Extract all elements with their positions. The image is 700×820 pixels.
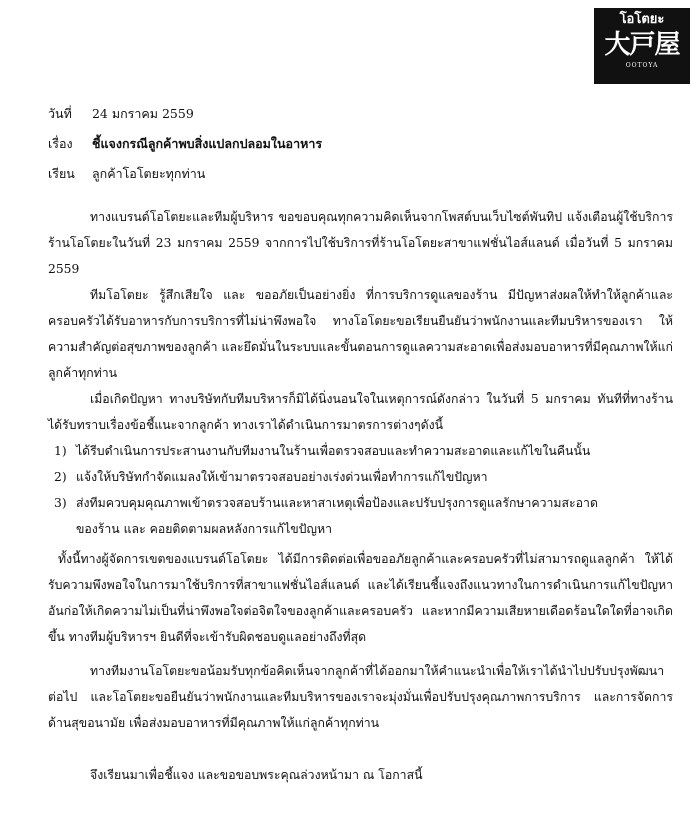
logo-roman: OOTOYA [625, 62, 659, 69]
measure-item [54, 464, 674, 490]
paragraph-closing: จึงเรียนมาเพื่อชี้แจง และขอขอบพระคุณล่วงหน้ามา ณ โอกาสนี้ [90, 768, 423, 782]
logo-kanji: 大戸屋 [604, 30, 680, 60]
date-label: วันที่ [48, 106, 72, 121]
measure-text: ส่งทีมควบคุมคุณภาพเข้าตรวจสอบร้านและหาสาเหตุเพื่อป้องและปรับปรุงการดูแลรักษาความสะอาด [76, 496, 598, 510]
measure-text: ได้รีบดำเนินการประสานงานกับทีมงานในร้านเพื่อตรวจสอบและทำความสะอาดและแก้ไขในคืนนั้น [76, 444, 591, 458]
paragraph-intro: ทางแบรนด์โอโตยะและทีมผู้บริหาร ขอขอบคุณทุกความคิดเห็นจากโพสต์บนเว็บไซต์พันทิป แจ้งเตือนผู้ใช้บริการร้านโอโตยะในวันที่ 23 มกราคม 2559 จากการไปใช้บริการที่ร้านโอโตยะสาขาแฟชั่นไอส์แลนด์ เมื่อวันที่ 5 มกราคม 2559 [48, 210, 673, 276]
date-value: 24 มกราคม 2559 [91, 106, 194, 121]
recipient-row [48, 164, 205, 184]
paragraph-follow-up: ทั้งนี้ทางผู้จัดการเขตของแบรนด์โอโตยะ ได้มีการติดต่อเพื่อขออภัยลูกค้าและครอบครัวที่ไม่สามารถดูแลลูกค้า ให้ได้รับความพึงพอใจในการมาใช้บริการที่สาขาแฟชั่นไอส์แลนด์ และได้เรียนชี้แจงถึงแนวทางในการดำเนินการแก้ไขปัญหาอันก่อให้เกิดความไม่เป็นที่น่าพึงพอใจต่อจิตใจของลูกค้าและครอบครัว และหากมีความเสียหายเดือดร้อนใดใดที่อาจเกิดขึ้น ทางทีมผู้บริหารฯ ยินดีที่จะเข้ารับผิดชอบดูแลอย่างถึงที่สุด [48, 552, 673, 644]
ootoya-logo [594, 8, 690, 84]
subject-row [48, 134, 322, 154]
measure-continuation: ของร้าน และ คอยติดตามผลหลังการแก้ไขปัญหา [76, 522, 332, 536]
measure-number: 2) [54, 470, 67, 484]
subject-value: ชี้แจงกรณีลูกค้าพบสิ่งแปลกปลอมในอาหาร [91, 136, 323, 151]
paragraph-commitment: ทางทีมงานโอโตยะขอน้อมรับทุกข้อคิดเห็นจากลูกค้าที่ได้ออกมาให้คำแนะนำเพื่อให้เราได้นำไปปรับปรุงพัฒนาต่อไป และโอโตยะขอยืนยันว่าพนักงานและทีมบริหารของเราจะมุ่งมั่นเพื่อปรับปรุงคุณภาพการบริการ และการจัดการด้านสุขอนามัย เพื่อส่งมอบอาหารที่มีคุณภาพให้แก่ลูกค้าทุกท่าน [48, 664, 673, 730]
measure-number: 1) [54, 444, 67, 458]
date-row [48, 104, 194, 124]
subject-label: เรื่อง [48, 136, 73, 151]
paragraph-apology: ทีมโอโตยะ รู้สึกเสียใจ และ ขออภัยเป็นอย่างยิ่ง ที่การบริการดูแลของร้าน มีปัญหาส่งผลให้ทำให้ลูกค้าและครอบครัวได้รับอาหารกับการบริการที่ไม่น่าพึงพอใจ ทางโอโตยะขอเรียนยืนยันว่าพนักงานและทีมบริหารของเรา ให้ความสำคัญต่อสุขภาพของลูกค้า และยึดมั่นในระบบและขั้นตอนการดูแลความสะอาดเพื่อส่งมอบอาหารที่มีคุณภาพให้แก่ลูกค้าทุกท่าน [48, 288, 673, 380]
measure-item [54, 438, 674, 464]
measure-text: แจ้งให้บริษัทกำจัดแมลงให้เข้ามาตรวจสอบอย่างเร่งด่วนเพื่อทำการแก้ไขปัญหา [76, 470, 488, 484]
measure-number: 3) [54, 496, 67, 510]
paragraph-actions-intro: เมื่อเกิดปัญหา ทางบริษัทกับทีมบริหารก็มิได้นิ่งนอนใจในเหตุการณ์ดังกล่าว ในวันที่ 5 มกราคม ทันทีที่ทางร้านได้รับทราบเรื่องข้อชี้แนะจากลูกค้า ทางเราได้ดำเนินการมาตรการต่างๆดังนี้ [48, 392, 673, 432]
recipient-label: เรียน [48, 166, 75, 181]
measure-item [54, 490, 674, 516]
recipient-value: ลูกค้าโอโตยะทุกท่าน [91, 166, 206, 181]
logo-brand-name: โอโตยะ [619, 12, 665, 27]
